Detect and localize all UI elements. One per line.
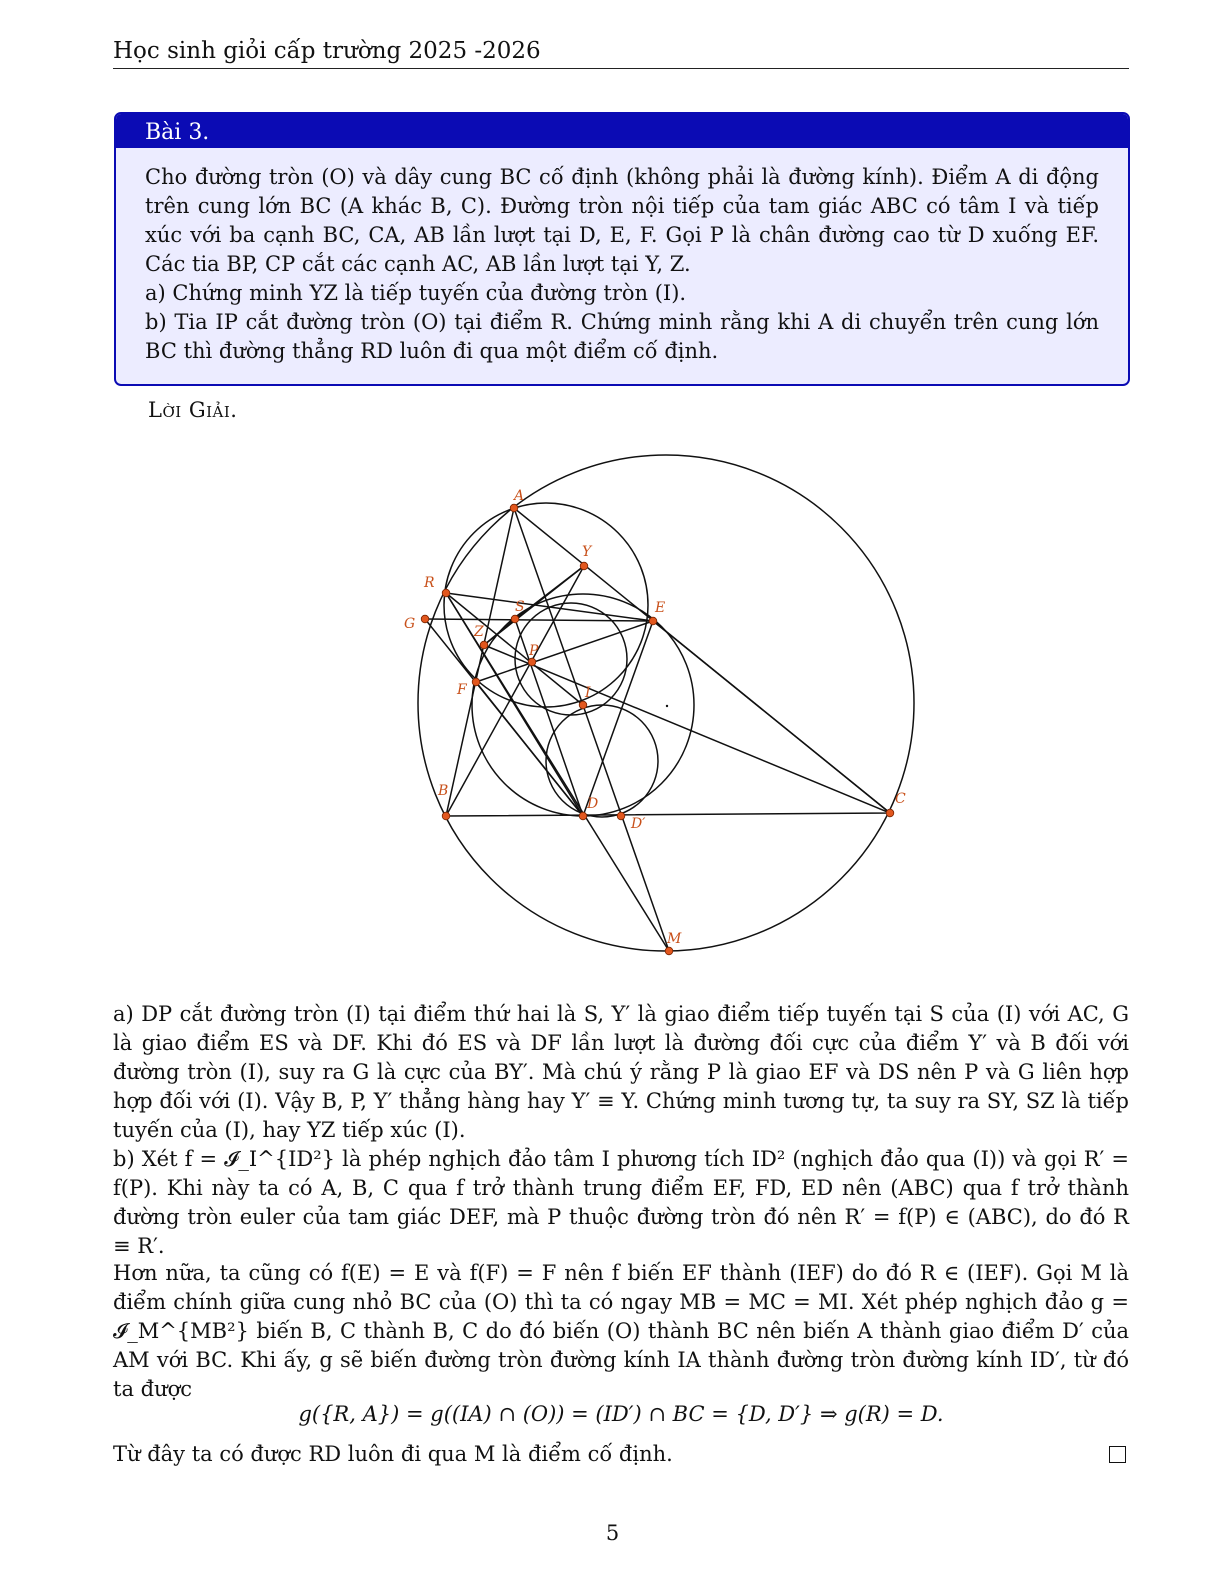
problem-part-b: b) Tia IP cắt đường tròn (O) tại điểm R. Chứng minh rằng khi A di chuyển trên cung lớn BC thì đường thẳng RD luôn đi qua một điểm cố định. <box>145 310 1099 363</box>
solution-part-a: a) DP cắt đường tròn (I) tại điểm thứ hai là S, Y′ là giao điểm tiếp tuyến tại S của (I) với AC, G là giao điểm ES và DF. Khi đó ES và DF lần lượt là đường đối cực của điểm Y′ và B đối với đường tròn (I), suy ra G là cực của BY′. Mà chú ý rằng P là giao EF và DS nên P và G liên hợp hợp đối với (I). Vậy B, P, Y′ thẳng hàng hay Y′ ≡ Y. Chứng minh tương tự, ta suy ra SY, SZ là tiếp tuyến của (I), hay YZ tiếp xúc (I). <box>113 1002 1129 1142</box>
point-D <box>579 812 587 820</box>
problem-statement <box>116 148 1128 366</box>
label-R: R <box>424 575 435 591</box>
geometry-figure <box>380 448 940 964</box>
solution-part-c: Hơn nữa, ta cũng có f(E) = E và f(F) = F nên f biến EF thành (IEF) do đó R ∈ (IEF). Gọi M là điểm chính giữa cung nhỏ BC của (O) thì ta có ngay MB = MC = MI. Xét phép nghịch đảo g = 𝓘_M^{MB²} biến B, C thành B, C do đó biến (O) thành BC nên biến A thành giao điểm D′ của AM với BC. Khi ấy, g sẽ biến đường tròn đường kính IA thành đường tròn đường kính ID′, từ đó ta được <box>113 1261 1129 1401</box>
point-Y <box>580 562 588 570</box>
problem-box <box>114 112 1130 386</box>
label-Z: Z <box>474 624 484 640</box>
problem-paragraph: Cho đường tròn (O) và dây cung BC cố định (không phải là đường kính). Điểm A di động trên cung lớn BC (A khác B, C). Đường tròn nội tiếp của tam giác ABC có tâm I và tiếp xúc với ba cạnh BC, CA, AB lần lượt tại D, E, F. Gọi P là chân đường cao từ D xuống EF. Các tia BP, CP cắt các cạnh AC, AB lần lượt tại Y, Z. <box>145 165 1099 276</box>
label-D-prime: D′ <box>631 816 646 832</box>
label-A: A <box>514 488 525 504</box>
label-P: P <box>529 643 539 659</box>
label-G: G <box>404 616 416 632</box>
point-M <box>665 947 673 955</box>
point-I <box>579 701 587 709</box>
point-D-prime <box>617 812 625 820</box>
label-F: F <box>457 682 467 698</box>
label-B: B <box>438 783 449 799</box>
point-E <box>649 617 657 625</box>
problem-title: Bài 3. <box>116 114 1128 148</box>
triangle-ABC <box>446 508 890 816</box>
point-S <box>511 615 519 623</box>
solution-part-b: b) Xét f = 𝓘_I^{ID²} là phép nghịch đảo tâm I phương tích ID² (nghịch đảo qua (I)) và gọi R′ = f(P). Khi này ta có A, B, C qua f trở thành trung điểm EF, FD, ED nên (ABC) qua f trở thành đường tròn euler của tam giác DEF, mà P thuộc đường tròn đó nên R′ = f(P) ∈ (ABC), do đó R ≡ R′. <box>113 1147 1129 1258</box>
solution-heading: Lời Giải. <box>148 398 238 422</box>
page-header: Học sinh giỏi cấp trường 2025 -2026 <box>113 38 1129 69</box>
label-D: D <box>587 796 599 812</box>
conclusion: Từ đây ta có được RD luôn đi qua M là điểm cố định. <box>113 1442 673 1466</box>
point-A <box>510 504 518 512</box>
display-equation: g({R, A}) = g((IA) ∩ (O)) = (ID′) ∩ BC = {D, D′} ⇒ g(R) = D. <box>298 1402 944 1426</box>
qed-symbol <box>1109 1446 1126 1463</box>
figure-labels <box>404 488 906 947</box>
point-F <box>472 678 480 686</box>
label-I: I <box>585 685 591 701</box>
label-Y: Y <box>582 544 592 560</box>
page-number: 5 <box>605 1521 620 1545</box>
point-G <box>421 615 429 623</box>
problem-part-a: a) Chứng minh YZ là tiếp tuyến của đường tròn (I). <box>145 281 687 305</box>
point-C <box>886 809 894 817</box>
label-C: C <box>895 791 906 807</box>
point-P <box>528 658 536 666</box>
figure-points <box>421 504 894 955</box>
label-E: E <box>655 600 666 616</box>
point-Z <box>480 641 488 649</box>
label-M: M <box>667 931 682 947</box>
label-S: S <box>515 599 525 615</box>
point-B <box>442 812 450 820</box>
point-R <box>442 589 450 597</box>
